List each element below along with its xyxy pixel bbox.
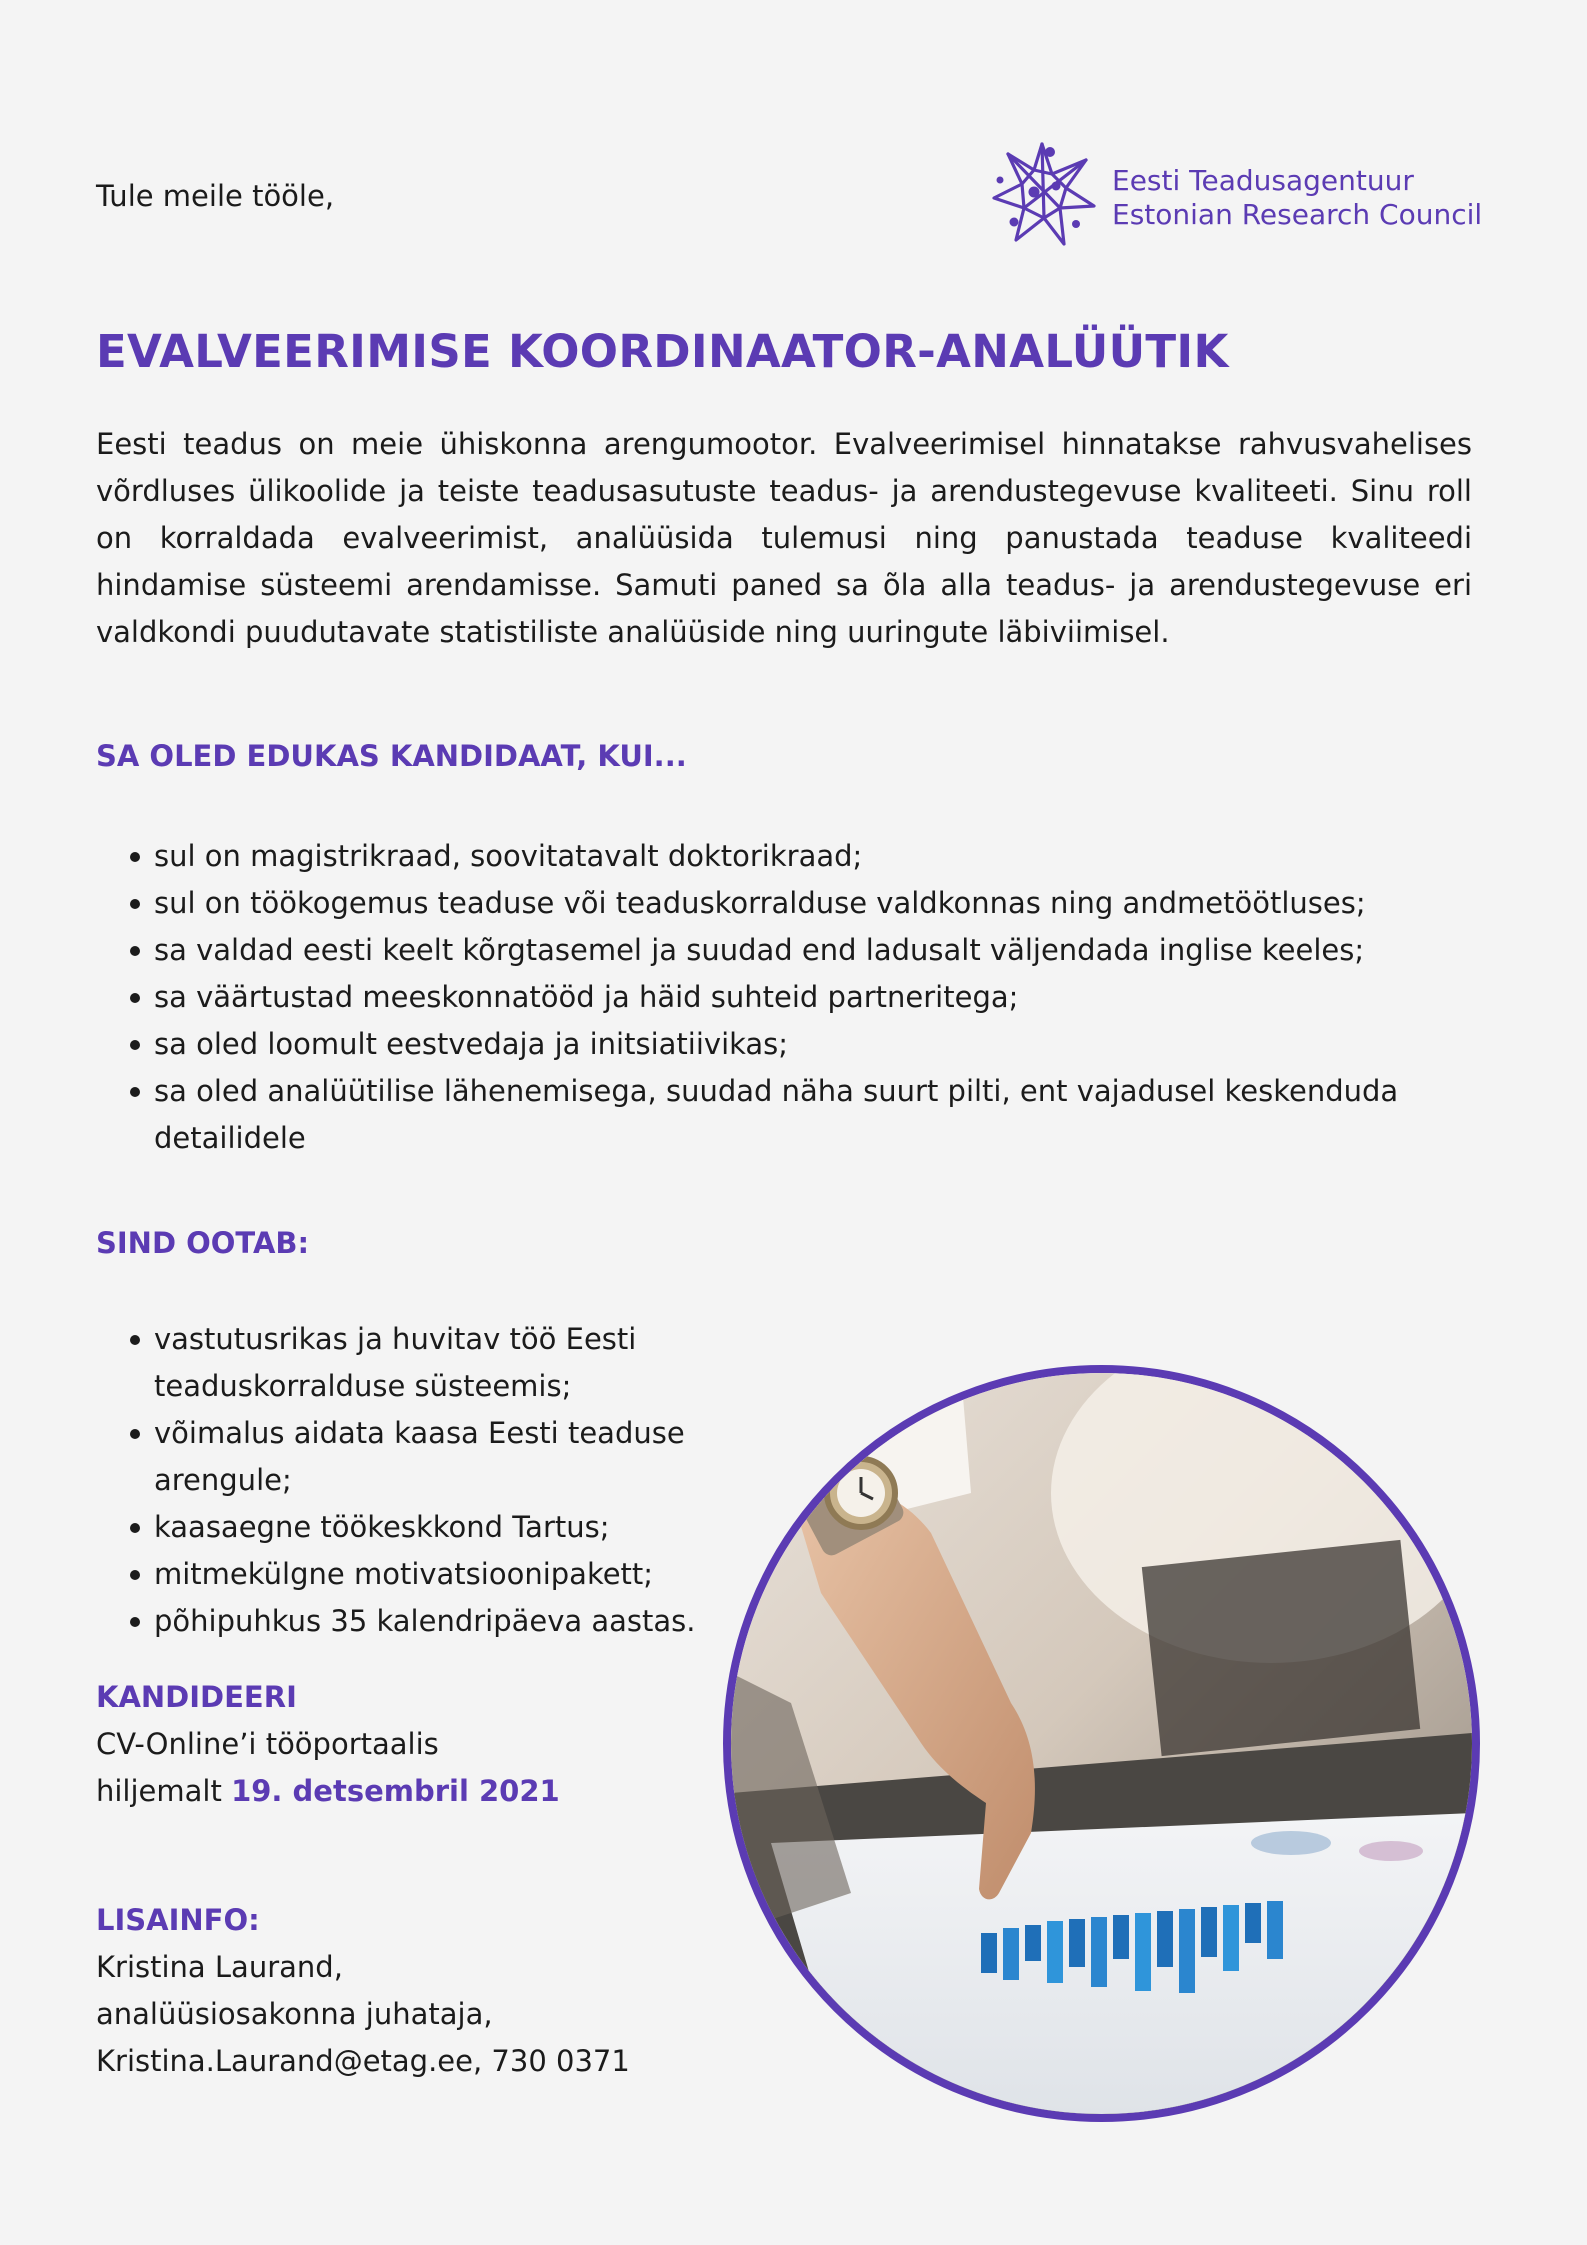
contact-role: analüüsiosakonna juhataja, [96,1997,493,2031]
etag-star-logo-icon [990,140,1100,250]
offer-list [96,1316,816,1645]
list-item: kaasaegne töökeskkond Tartus; [96,1504,816,1551]
list-item: võimalus aidata kaasa Eesti teaduse arengule; [96,1410,816,1504]
requirements-heading: SA OLED EDUKAS KANDIDAAT, KUI... [96,739,687,773]
apply-block [96,1674,560,1815]
etag-logo [990,140,1510,250]
list-item: põhipuhkus 35 kalendripäeva aastas. [96,1598,816,1645]
requirements-list [96,833,1496,1162]
contact-name: Kristina Laurand, [96,1950,343,1984]
apply-heading: KANDIDEERI [96,1680,297,1714]
offer-heading: SIND OOTAB: [96,1226,310,1260]
deadline-date: 19. detsembril 2021 [231,1774,560,1808]
list-item: sa valdad eesti keelt kõrgtasemel ja suudad end ladusalt väljendada inglise keeles; [96,927,1496,974]
info-heading: LISAINFO: [96,1903,260,1937]
list-item: sa oled loomult eestvedaja ja initsiatiivikas; [96,1021,1496,1068]
greeting: Tule meile tööle, [96,179,335,213]
contact-email-phone: Kristina.Laurand@etag.ee, 730 0371 [96,2044,630,2078]
job-title: EVALVEERIMISE KOORDINAATOR-ANALÜÜTIK [96,325,1229,378]
info-block [96,1897,630,2085]
list-item: sa väärtustad meeskonnatööd ja häid suhteid partneritega; [96,974,1496,1021]
list-item: sa oled analüütilise lähenemisega, suudad näha suurt pilti, ent vajadusel keskenduda detailidele [96,1068,1496,1162]
deadline-prefix: hiljemalt [96,1774,232,1808]
logo-line-english: Estonian Research Council [1112,198,1483,231]
list-item: mitmekülgne motivatsioonipakett; [96,1551,816,1598]
logo-text [1112,164,1482,232]
apply-portal: CV-Online’i tööportaalis [96,1727,439,1761]
list-item: sul on magistrikraad, soovitatavalt doktorikraad; [96,833,1496,880]
intro-paragraph: Eesti teadus on meie ühiskonna arengumootor. Evalveerimisel hinnatakse rahvusvahelises võrdluses ülikoolide ja teiste teadusasutuste teadus- ja arendustegevuse kvaliteeti. Sinu roll on korraldada evalveerimist, analüüsida tulemusi ning panustada teaduse kvaliteedi hindamise süsteemi arendamisse. Samuti paned sa õla alla teadus- ja arendustegevuse eri valdkondi puudutavate statistiliste analüüside ning uuringute läbiviimisel. [96,427,1472,649]
photo-illustration [731,1373,1472,2114]
list-item: sul on töökogemus teaduse või teaduskorralduse valdkonnas ning andmetöötluses; [96,880,1496,927]
apply-deadline-line [96,1768,560,1815]
business-analysis-photo [723,1365,1480,2122]
logo-line-estonian: Eesti Teadusagentuur [1112,164,1414,197]
list-item: vastutusrikas ja huvitav töö Eesti teaduskorralduse süsteemis; [96,1316,816,1410]
